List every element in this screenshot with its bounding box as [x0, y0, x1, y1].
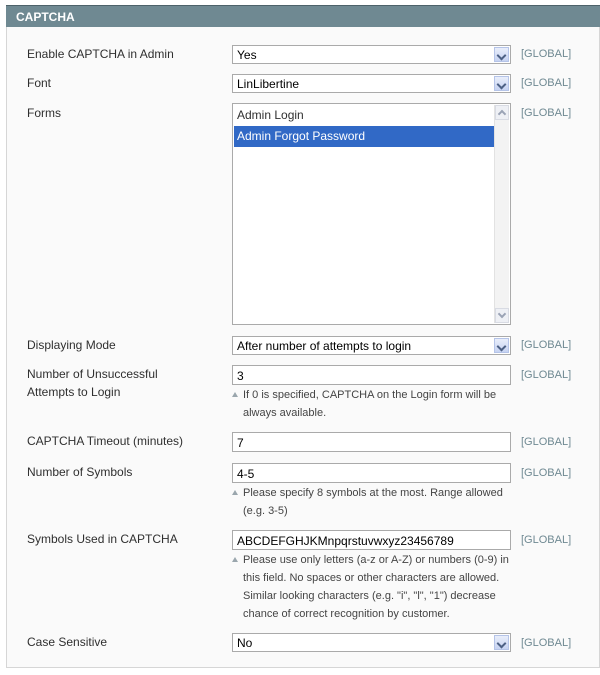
symbols-used-value: ABCDEFGHJKMnpqrstuvwxyz23456789: [237, 534, 454, 548]
note-triangle-icon: [232, 392, 238, 397]
section-header[interactable]: [6, 5, 600, 27]
font-select[interactable]: [232, 74, 511, 93]
attempts-note: If 0 is specified, CAPTCHA on the Login form will be always available.: [232, 386, 496, 422]
scope-global: [GLOBAL]: [521, 534, 572, 546]
scope-global: [GLOBAL]: [521, 436, 572, 448]
scope-global: [GLOBAL]: [521, 467, 572, 479]
chevron-down-icon[interactable]: [494, 47, 509, 62]
forms-option-admin-login[interactable]: Admin Login: [237, 108, 304, 122]
attempts-input[interactable]: [232, 365, 511, 385]
symbols-used-label: Symbols Used in CAPTCHA: [27, 532, 178, 546]
timeout-label: CAPTCHA Timeout (minutes): [27, 434, 184, 448]
case-sensitive-value: No: [237, 636, 253, 650]
attempts-label: [27, 365, 158, 401]
note-triangle-icon: [232, 490, 238, 495]
scope-global: [GLOBAL]: [521, 77, 572, 89]
enable-captcha-label: Enable CAPTCHA in Admin: [27, 47, 174, 61]
symbols-used-note: Please use only letters (a-z or A-Z) or numbers (0-9) in this field. No spaces or other characters are allowed. Similar looking characters (e.g. "i", "l", "1") decrease chance of correct recognition by customer.: [232, 551, 509, 623]
scroll-up-icon[interactable]: [495, 105, 509, 120]
forms-option-admin-forgot-password[interactable]: Admin Forgot Password: [234, 126, 494, 147]
symbols-label: Number of Symbols: [27, 465, 133, 479]
font-value: LinLibertine: [237, 77, 300, 91]
scroll-down-icon[interactable]: [495, 308, 509, 323]
section-title: CAPTCHA: [16, 10, 75, 24]
symbols-note: Please specify 8 symbols at the most. Range allowed (e.g. 3-5): [232, 484, 503, 520]
forms-label: Forms: [27, 106, 61, 120]
displaying-mode-value: After number of attempts to login: [237, 339, 412, 353]
scope-global: [GLOBAL]: [521, 339, 572, 351]
enable-captcha-value: Yes: [237, 48, 257, 62]
scope-global: [GLOBAL]: [521, 369, 572, 381]
timeout-value: 7: [237, 436, 244, 450]
scope-global: [GLOBAL]: [521, 48, 572, 60]
font-label: Font: [27, 76, 52, 90]
displaying-mode-label: Displaying Mode: [27, 338, 116, 352]
case-sensitive-select[interactable]: [232, 633, 511, 652]
attempts-value: 3: [237, 369, 244, 383]
scope-global: [GLOBAL]: [521, 637, 572, 649]
displaying-mode-select[interactable]: [232, 336, 511, 355]
symbols-input[interactable]: [232, 463, 511, 483]
attempts-label-line1: Number of Unsuccessful: [27, 367, 158, 381]
enable-captcha-select[interactable]: [232, 45, 511, 64]
forms-multiselect[interactable]: [232, 103, 511, 325]
case-sensitive-label: Case Sensitive: [27, 635, 108, 649]
symbols-used-input[interactable]: [232, 530, 511, 550]
symbols-value: 4-5: [237, 467, 255, 481]
scope-global: [GLOBAL]: [521, 107, 572, 119]
forms-scrollbar[interactable]: [494, 105, 509, 323]
chevron-down-icon[interactable]: [494, 338, 509, 353]
chevron-down-icon[interactable]: [494, 635, 509, 650]
chevron-down-icon[interactable]: [494, 76, 509, 91]
attempts-label-line2: Attempts to Login: [27, 385, 121, 399]
timeout-input[interactable]: [232, 432, 511, 452]
note-triangle-icon: [232, 557, 238, 562]
